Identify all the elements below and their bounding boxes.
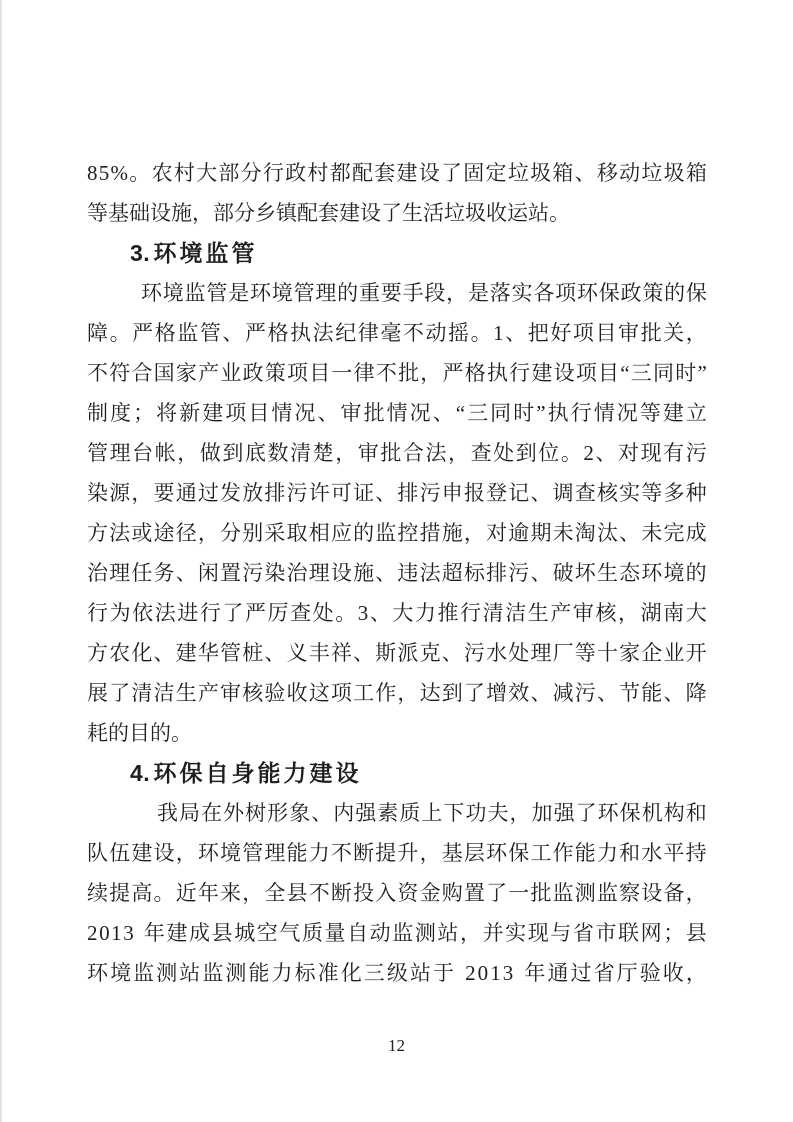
text-line: 等 基 础 设 施 ， 部 分 乡 镇 配 套 建 设 了 生 活 垃 圾 收 运 站 。 — [87, 201, 570, 225]
text-line: 环 境 监 管 是 环 境 管 理 的 重 要 手 段 ， 是 落 实 各 项 环 保 政 策 的 保 — [141, 281, 707, 305]
text-line: 管 理 台 帐 ， 做 到 底 数 清 楚 ， 审 批 合 法 ， 查 处 到 位 。 2 、 对 现 有 污 — [87, 441, 707, 465]
text-line: 方 法 或 途 径 ， 分 别 采 取 相 应 的 监 控 措 施 ， 对 逾 期 未 淘 汰 、 未 完 成 — [87, 521, 707, 545]
text-line: 8 5 % 。 农 村 大 部 分 行 政 村 都 配 套 建 设 了 固 定 垃 圾 箱 、 移 动 垃 圾 箱 — [87, 161, 707, 185]
text-line: 制 度 ； 将 新 建 项 目 情 况 、 审 批 情 况 、 “ 三 同 时 ” 执 行 情 况 等 建 立 — [87, 401, 707, 425]
text-line: 2 0 1 3 年 建 成 县 城 空 气 质 量 自 动 监 测 站 ， 并 实 现 与 省 市 联 网 ； 县 — [87, 921, 707, 945]
section-heading: 4 . 环 保 自 身 能 力 建 设 — [130, 760, 359, 786]
text-line: 障 。 严 格 监 管 、 严 格 执 法 纪 律 毫 不 动 摇 。 1 、 把 好 项 目 审 批 关 ， — [87, 321, 707, 345]
text-line: 我 局 在 外 树 形 象 、 内 强 素 质 上 下 功 夫 ， 加 强 了 环 保 机 构 和 — [157, 801, 707, 825]
text-line: 不 符 合 国 家 产 业 政 策 项 目 一 律 不 批 ， 严 格 执 行 建 设 项 目 “ 三 同 时 ” — [87, 361, 707, 385]
text-line: 环 境 监 测 站 监 测 能 力 标 准 化 三 级 站 于 2 0 1 3 年 通 过 省 厅 验 收 ， — [87, 961, 707, 985]
section-heading: 3 . 环 境 监 管 — [130, 240, 255, 266]
text-line: 方 农 化 、 建 华 管 桩 、 义 丰 祥 、 斯 派 克 、 污 水 处 理 厂 等 十 家 企 业 开 — [87, 641, 707, 665]
text-line: 耗 的 目 的 。 — [87, 721, 192, 745]
scanned-page-left-edge — [0, 0, 3, 1122]
text-line: 队 伍 建 设 ， 环 境 管 理 能 力 不 断 提 升 ， 基 层 环 保 工 作 能 力 和 水 平 持 — [87, 841, 707, 865]
text-line: 行 为 依 法 进 行 了 严 厉 查 处 。 3 、 大 力 推 行 清 洁 生 产 审 核 ， 湖 南 大 — [87, 601, 707, 625]
text-line: 续 提 高 。 近 年 来 ， 全 县 不 断 投 入 资 金 购 置 了 一 批 监 测 监 察 设 备 ， — [87, 881, 707, 905]
page-body-text — [87, 153, 707, 993]
text-line: 治 理 任 务 、 闲 置 污 染 治 理 设 施 、 违 法 超 标 排 污 、 破 坏 生 态 环 境 的 — [87, 561, 707, 585]
text-line: 染 源 ， 要 通 过 发 放 排 污 许 可 证 、 排 污 申 报 登 记 、 调 查 核 实 等 多 种 — [87, 481, 707, 505]
page-number: 12 — [388, 1036, 405, 1055]
text-line: 展 了 清 洁 生 产 审 核 验 收 这 项 工 作 ， 达 到 了 增 效 、 减 污 、 节 能 、 降 — [87, 681, 707, 705]
